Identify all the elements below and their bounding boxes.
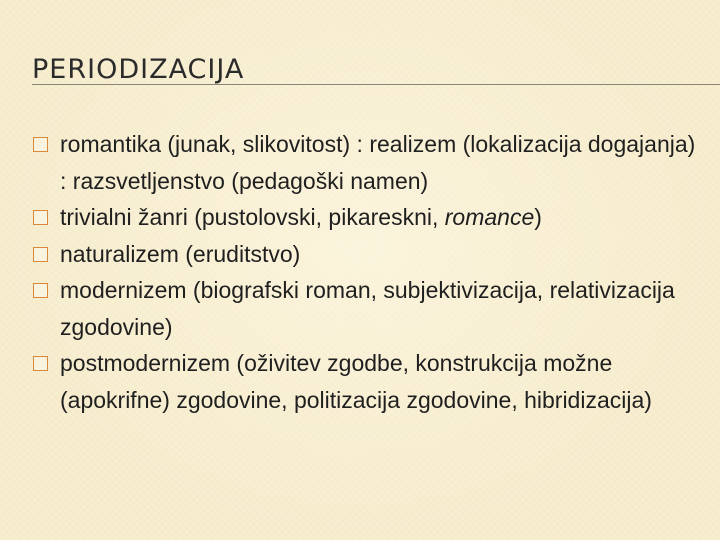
list-item-text: romantika (junak, slikovitost) : realizem (lokalizacija dogajanja) : razsvetljenstvo (pedagoški namen)	[60, 131, 696, 194]
list-item	[33, 345, 698, 418]
list-item	[33, 199, 698, 236]
square-bullet-icon	[33, 137, 48, 152]
list-item-text-end: )	[534, 204, 542, 230]
list-item	[33, 236, 698, 273]
square-bullet-icon	[33, 356, 48, 371]
list-item-text: naturalizem (eruditstvo)	[60, 240, 301, 267]
list-item-text: trivialni žanri (pustolovski, pikareskni,	[60, 204, 445, 230]
square-bullet-icon	[33, 283, 48, 298]
title-underline	[32, 84, 720, 85]
slide-title: PERIODIZACIJA	[32, 54, 245, 85]
list-item-text: postmodernizem (oživitev zgodbe, konstrukcija možne (apokrifne) zgodovine, politizacija zgodovine, hibridizacija)	[60, 350, 652, 413]
bullet-list	[33, 126, 698, 418]
square-bullet-icon	[33, 247, 48, 262]
list-item	[33, 272, 698, 345]
list-item-emphasis: romance	[444, 204, 535, 230]
square-bullet-icon	[33, 210, 48, 225]
list-item	[33, 126, 698, 199]
list-item-text: modernizem (biografski roman, subjektivizacija, relativizacija zgodovine)	[60, 277, 675, 340]
